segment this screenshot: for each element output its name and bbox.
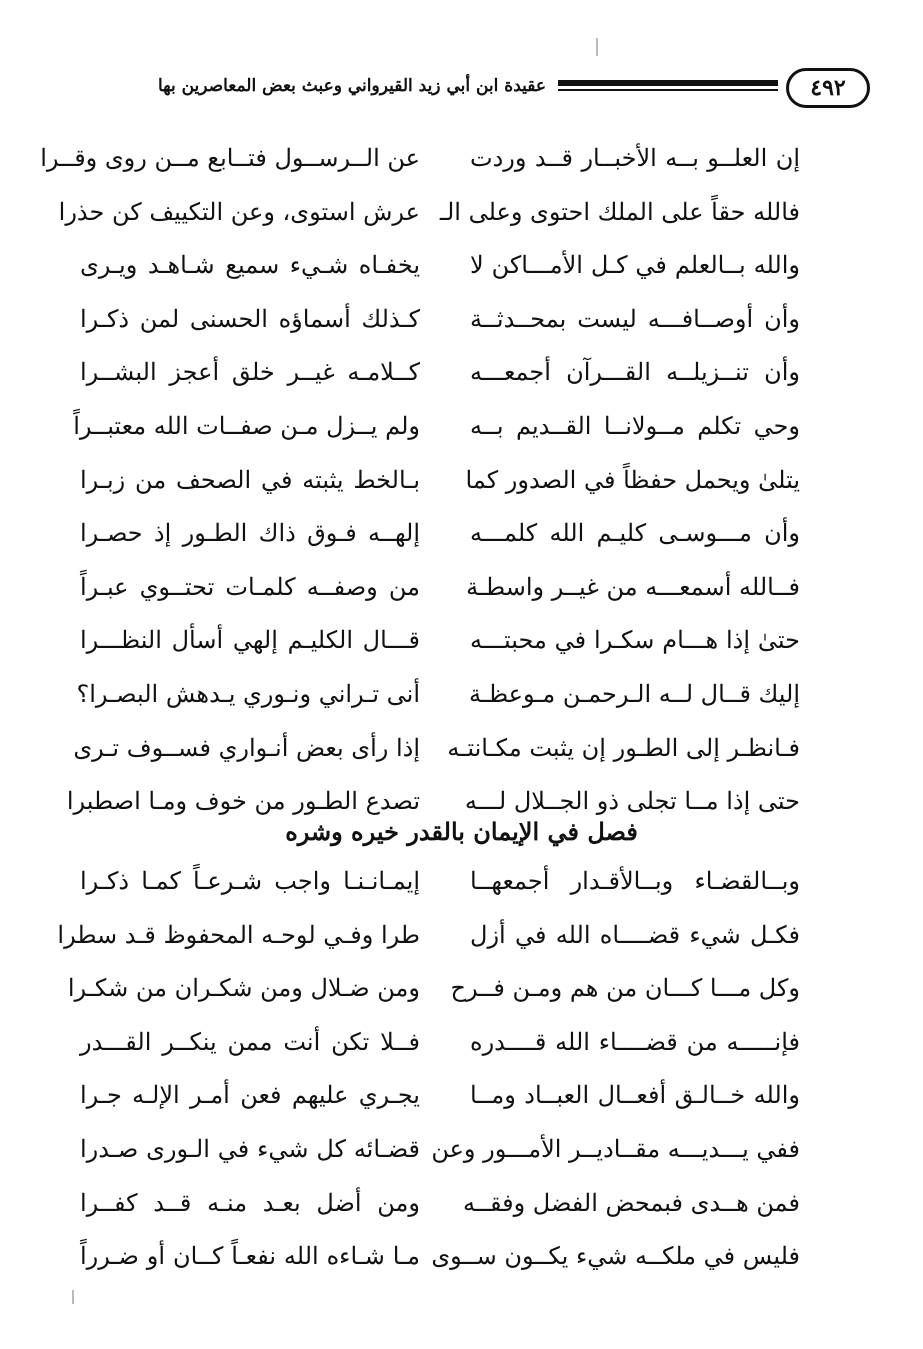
verse-second-hemistich: فــلا تكن أنت ممن ينكــر القـــدر — [80, 1027, 420, 1056]
verse-first-hemistich: فــالله أسمعـــه من غيــر واسطـة — [466, 572, 800, 601]
verse — [58, 189, 800, 243]
verse-first-hemistich: والله خــالـق أفعــال العبــاد ومــا — [470, 1081, 800, 1110]
verse — [80, 349, 800, 403]
header-rule — [558, 80, 778, 94]
verse-first-hemistich: فكـل شيء قضــــاه الله في أزل — [470, 920, 800, 949]
verse-first-hemistich: فـانظـر إلى الطـور إن يثبت مكـانتـه — [447, 733, 800, 762]
verse-first-hemistich: وكل مـــا كـــان من هم ومـن فــرح — [450, 974, 800, 1003]
verse — [40, 135, 800, 189]
poem-part-1 — [40, 135, 800, 832]
verse — [80, 457, 800, 511]
verse-second-hemistich: بـالخط يثبته في الصحف من زبـرا — [80, 465, 420, 494]
verse-second-hemistich: عن الــرســول فتــابع مــن روى وقــرا — [40, 144, 420, 172]
verse-second-hemistich: قـــال الكليـم إلهي أسأل النظـــرا — [80, 626, 420, 655]
verse-first-hemistich: يتلىٰ ويحمل حفظاً في الصدور كما — [465, 465, 800, 494]
verse-first-hemistich: إليك قــال لــه الـرحمـن مـوعظـة — [469, 679, 800, 708]
verse — [80, 242, 800, 296]
verse-second-hemistich: عرش استوى، وعن التكييف كن حذرا — [58, 197, 420, 226]
verse — [57, 912, 800, 966]
verse-first-hemistich: وأن أوصــافـــه ليست بمحــدثــة — [470, 304, 800, 333]
verse-second-hemistich: قضـائه كل شيء في الـورى صـدرا — [80, 1134, 420, 1163]
verse-first-hemistich: والله بــالعلم في كـل الأمـــاكن لا — [470, 251, 800, 280]
verse-first-hemistich: حتىٰ إذا هـــام سكـرا في محبتـــه — [470, 626, 800, 655]
verse-second-hemistich: تصدع الطـور من خوف ومـا اصطبرا — [66, 787, 420, 816]
verse-first-hemistich: حتى إذا مــا تجلى ذو الجــلال لـــه — [464, 787, 800, 816]
verse-first-hemistich: ففي يـــديـــه مقــاديــر الأمـــور وعن — [431, 1134, 800, 1163]
verse — [80, 858, 800, 912]
verse-first-hemistich: وحي تكلم مــولانــا القــديم بــه — [470, 411, 800, 440]
verse — [80, 1180, 800, 1234]
verse-second-hemistich: ومن ضـلال ومن شكـران من شكـرا — [67, 974, 420, 1003]
verse-first-hemistich: إن العلــو بــه الأخبــار قــد وردت — [470, 144, 800, 172]
verse-second-hemistich: أنى تـراني ونـوري يـدهش البصـرا؟ — [76, 679, 420, 708]
verse — [76, 671, 800, 725]
scan-mark — [72, 1290, 74, 1304]
verse-first-hemistich: فالله حقاً على الملك احتوى وعلى الـ — [439, 197, 800, 226]
verse-first-hemistich: فمن هــدى فبمحض الفضل وفقــه — [463, 1188, 800, 1217]
verse-first-hemistich: فليس في ملكــه شيء يكــون ســوى — [431, 1242, 800, 1271]
verse-second-hemistich: يجـري عليهم فعن أمـر الإلـه جـرا — [80, 1081, 420, 1110]
verse-second-hemistich: يخفـاه شـيء سميع شـاهـد ويـرى — [80, 251, 420, 280]
verse — [80, 510, 800, 564]
page-number: ٤٩٢ — [786, 68, 870, 108]
verse — [73, 403, 800, 457]
verse — [80, 296, 800, 350]
page-header — [70, 68, 870, 116]
header-rule-thin — [558, 89, 778, 91]
verse-first-hemistich: وبــالقضـاء وبــالأقـدار أجمعهــا — [470, 867, 800, 895]
verse — [80, 1233, 800, 1287]
verse — [80, 617, 800, 671]
verse-second-hemistich: إذا رأى بعض أنـواري فســوف تـرى — [73, 733, 420, 762]
verse-first-hemistich: وأن مـــوسـى كليـم الله كلمـــه — [470, 519, 800, 548]
verse — [80, 1126, 800, 1180]
verse — [80, 1019, 800, 1073]
verse-first-hemistich: وأن تنــزيلــه القـــرآن أجمعـــه — [470, 358, 800, 387]
verse — [80, 1072, 800, 1126]
verse-second-hemistich: كــلامـه غيــر خلق أعجز البشــرا — [80, 358, 420, 387]
verse-second-hemistich: إيمـانـنـا واجب شـرعـاً كمـا ذكـرا — [80, 867, 420, 895]
verse-second-hemistich: ومن أضل بعـد منـه قــد كفــرا — [80, 1188, 420, 1217]
verse-first-hemistich: فإنـــــه من قضــــاء الله قــــدره — [470, 1027, 800, 1056]
verse-second-hemistich: مـا شـاءه الله نفعـاً كــان أو ضـرراً — [80, 1242, 420, 1271]
verse — [73, 725, 800, 779]
scan-mark — [596, 38, 598, 56]
verse-second-hemistich: ولم يــزل مـن صفــات الله معتبــراً — [73, 411, 420, 440]
verse — [80, 564, 800, 618]
verse-second-hemistich: طرا وفـي لوحـه المحفوظ قـد سطرا — [57, 920, 420, 949]
header-rule-thick — [558, 80, 778, 86]
verse-second-hemistich: كـذلك أسماؤه الحسنى لمن ذكـرا — [80, 304, 420, 333]
running-title: عقيدة ابن أبي زيد القيرواني وعبث بعض المعاصرين بها — [157, 76, 546, 96]
section-heading: فصل في الإيمان بالقدر خيره وشره — [285, 817, 638, 846]
verse-second-hemistich: من وصفــه كلمـات تحتــوي عبـراً — [80, 572, 420, 601]
verse — [67, 965, 800, 1019]
poem-part-2 — [57, 858, 800, 1287]
verse-second-hemistich: إلهــه فـوق ذاك الطـور إذ حصـرا — [80, 519, 420, 548]
